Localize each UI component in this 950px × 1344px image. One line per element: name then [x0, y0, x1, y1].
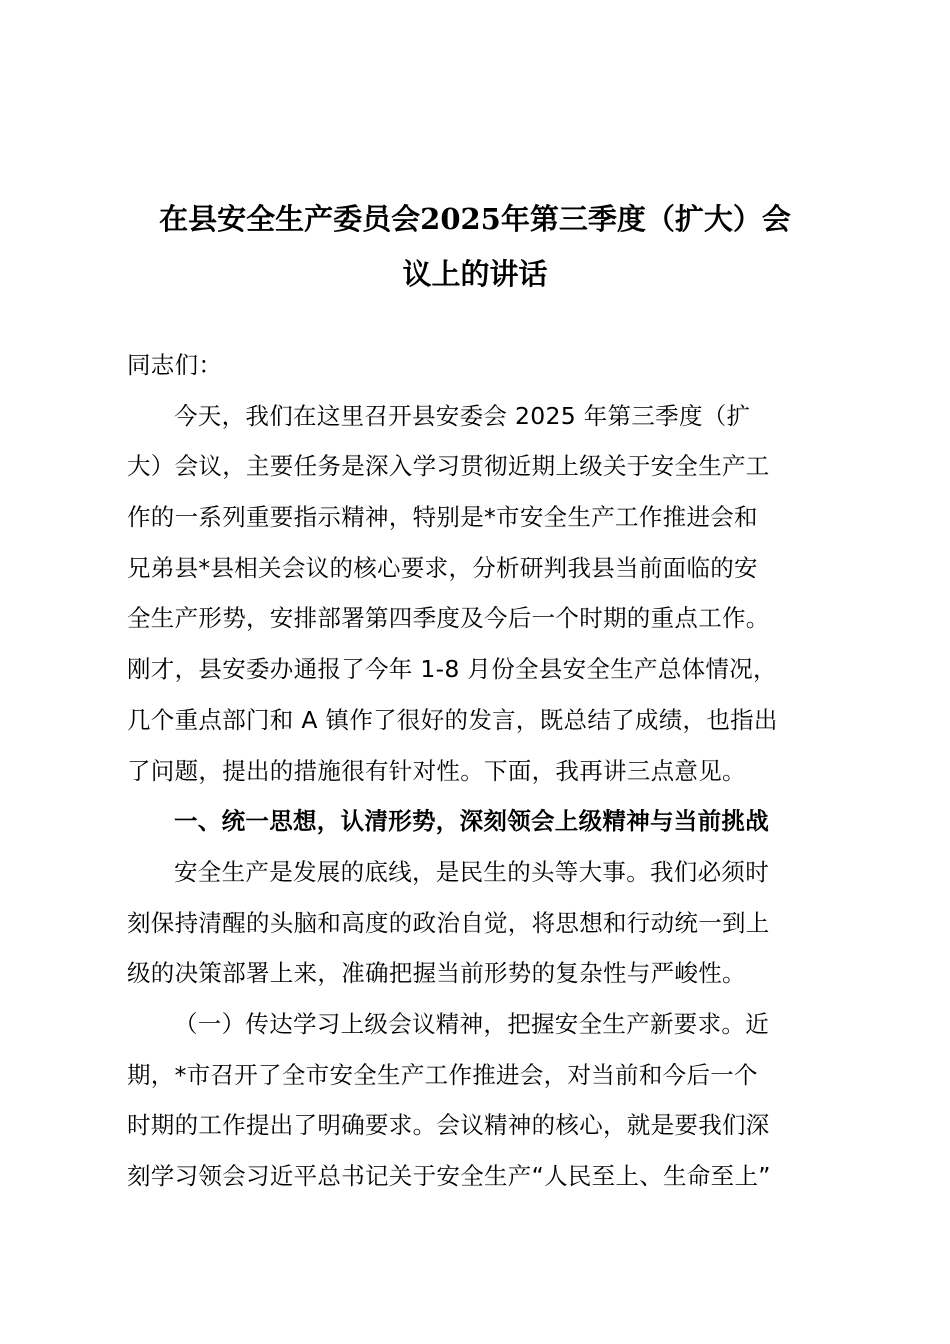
- salutation: 同志们：: [127, 351, 223, 379]
- subsection-line: （一）传达学习上级会议精神，把握安全生产新要求。近: [174, 1009, 769, 1038]
- document-body: [127, 340, 827, 1202]
- paragraph-line: 作的一系列重要指示精神，特别是*市安全生产工作推进会和: [127, 503, 758, 532]
- paragraph-line: 今天，我们在这里召开县安委会 2025 年第三季度（扩: [174, 401, 751, 430]
- paragraph-line: 刻保持清醒的头脑和高度的政治自觉，将思想和行动统一到上: [127, 908, 770, 937]
- paragraph-line: 全生产形势，安排部署第四季度及今后一个时期的重点工作。: [127, 604, 770, 633]
- paragraph-line: 安全生产是发展的底线，是民生的头等大事。我们必须时: [174, 857, 769, 886]
- paragraph-line: 了问题，提出的措施很有针对性。下面，我再讲三点意见。: [127, 756, 746, 785]
- document-title: [120, 192, 830, 302]
- paragraph-line: 时期的工作提出了明确要求。会议精神的核心，就是要我们深: [127, 1111, 770, 1140]
- section-heading: 一、统一思想，认清形势，深刻领会上级精神与当前挑战: [174, 807, 769, 836]
- title-line-1: 在县安全生产委员会2025年第三季度（扩大）会: [159, 202, 791, 236]
- paragraph-line: 几个重点部门和 A 镇作了很好的发言，既总结了成绩，也指出: [127, 705, 778, 734]
- paragraph-line: 级的决策部署上来，准确把握当前形势的复杂性与严峻性。: [127, 959, 746, 988]
- paragraph-line: 大）会议，主要任务是深入学习贯彻近期上级关于安全生产工: [127, 452, 770, 481]
- paragraph-line: 刻学习领会习近平总书记关于安全生产“人民至上、生命至上”: [127, 1162, 771, 1190]
- paragraph-line: 期，*市召开了全市安全生产工作推进会，对当前和今后一个: [127, 1060, 758, 1089]
- title-line-2: 议上的讲话: [402, 257, 548, 291]
- paragraph-line: 兄弟县*县相关会议的核心要求，分析研判我县当前面临的安: [127, 553, 758, 582]
- paragraph-line: 刚才，县安委办通报了今年 1-8 月份全县安全生产总体情况，: [127, 655, 777, 684]
